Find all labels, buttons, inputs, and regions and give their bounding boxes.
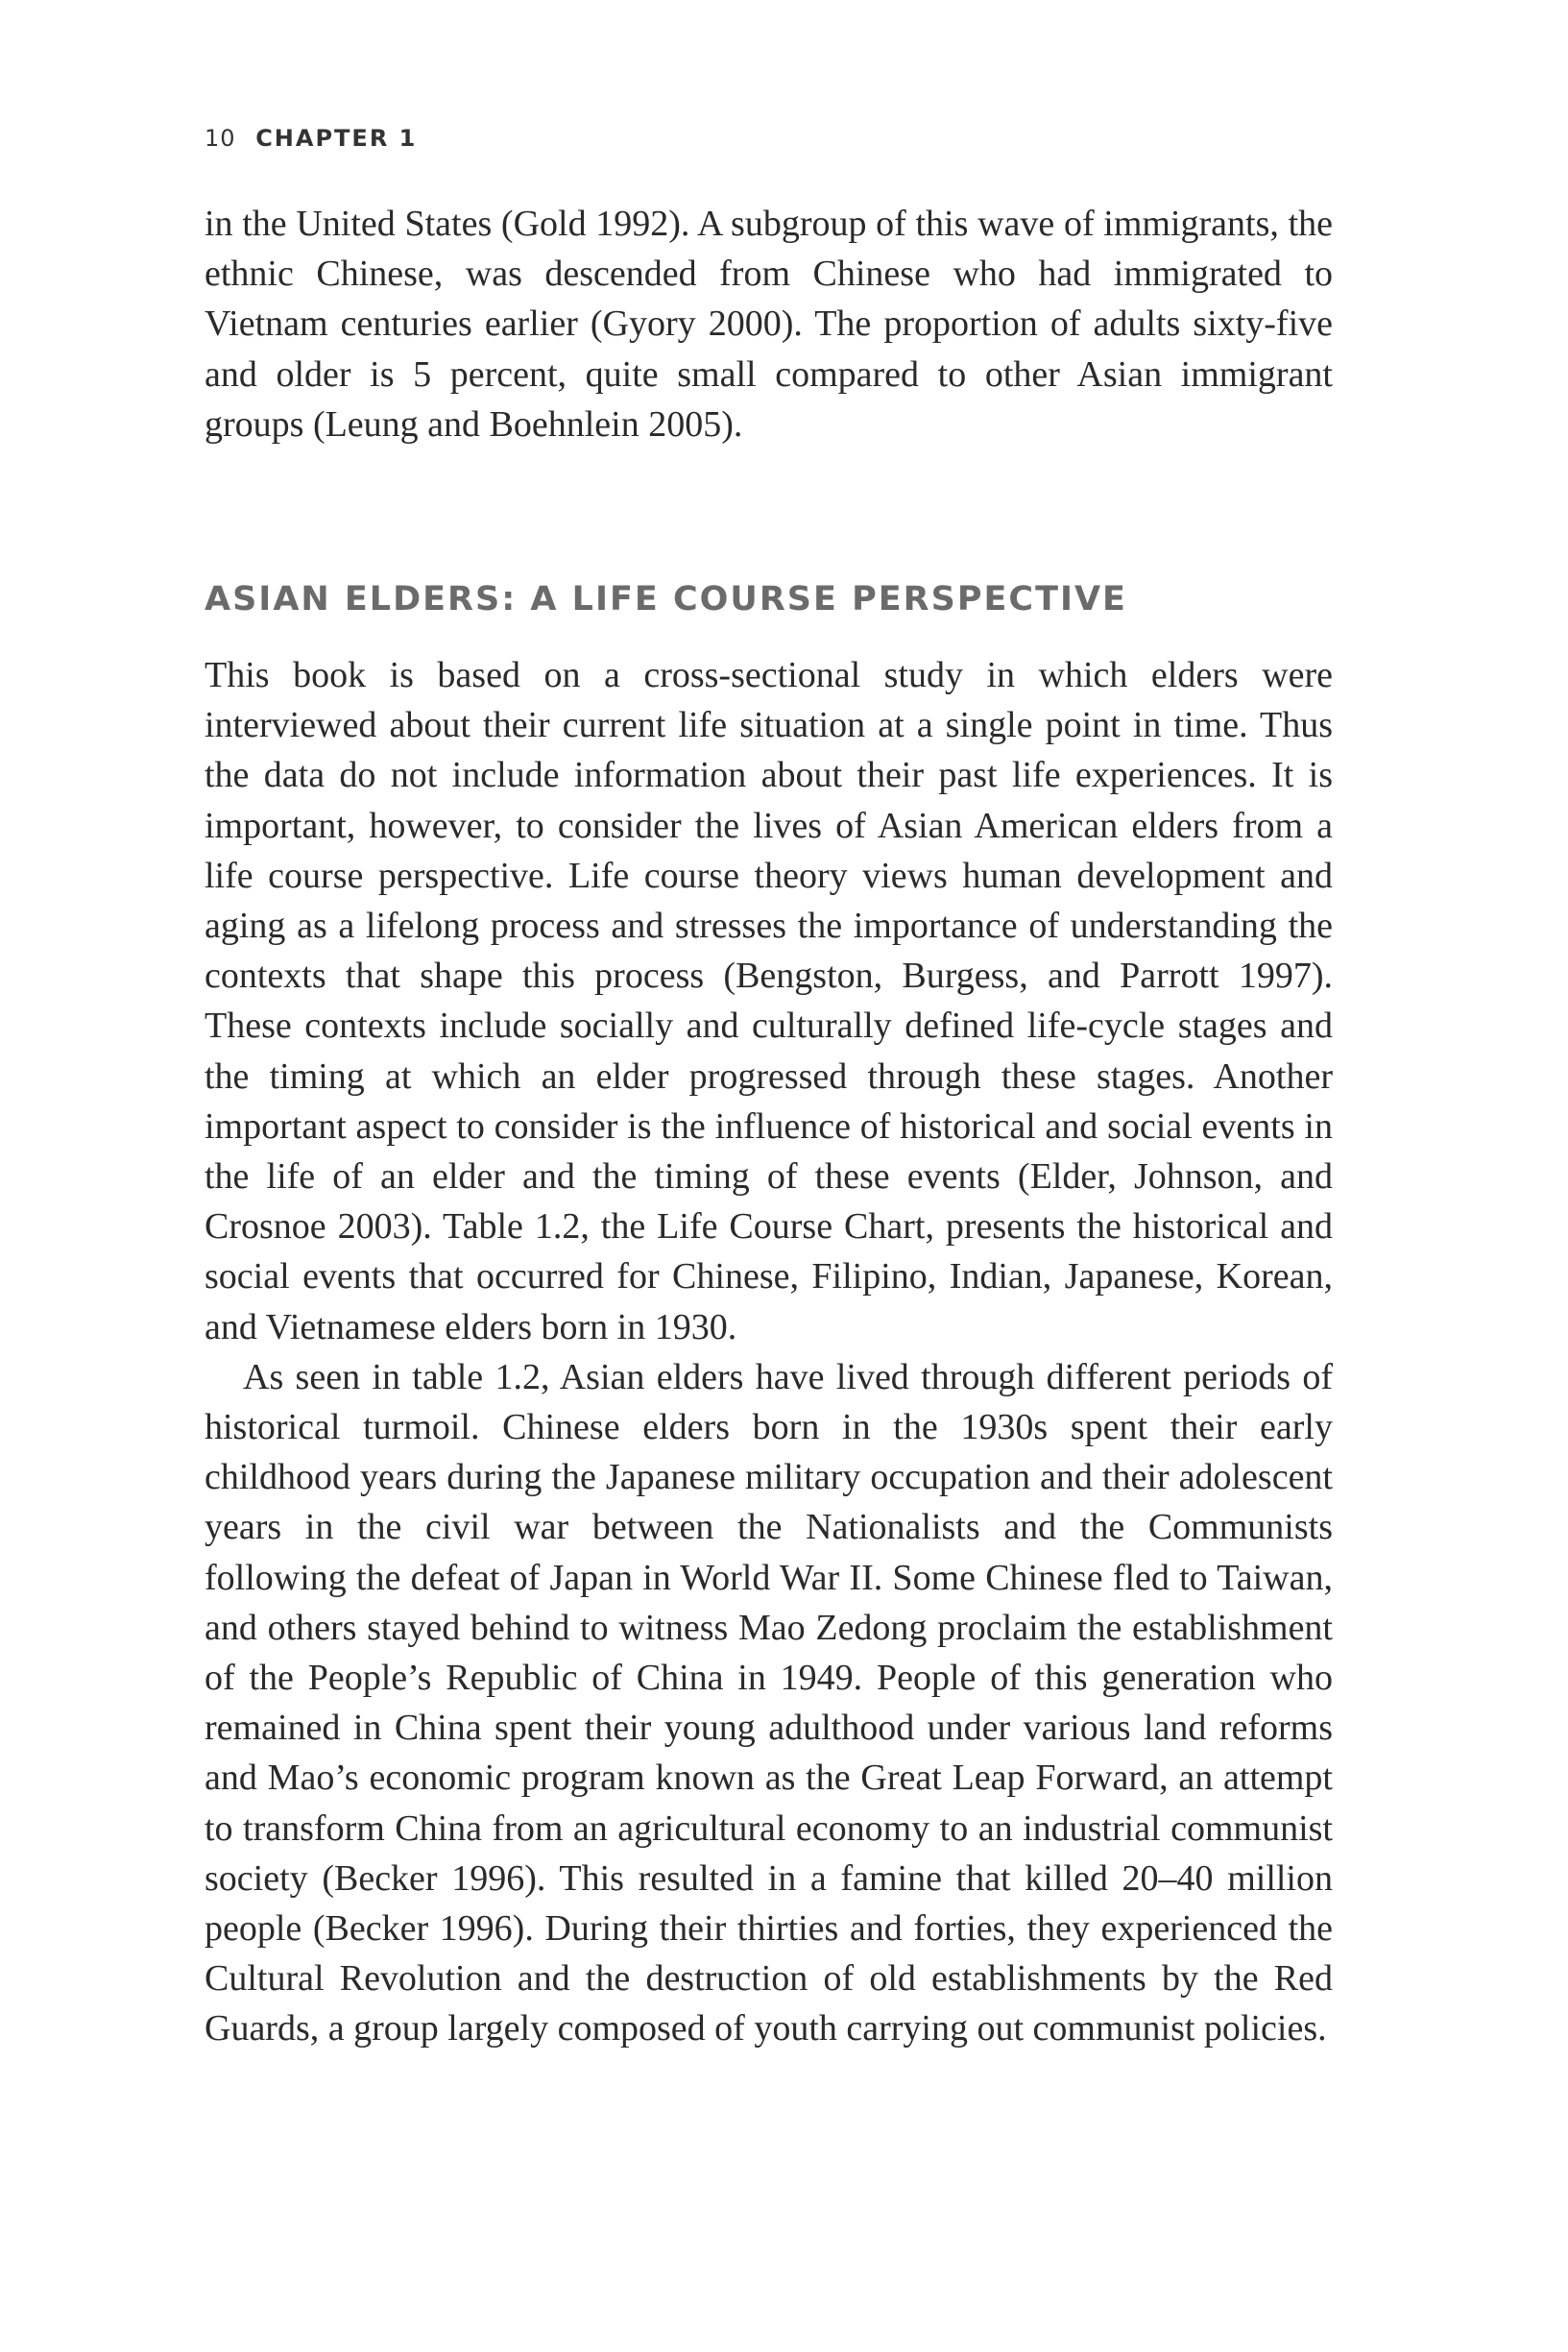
chapter-label: CHAPTER 1 <box>255 125 418 152</box>
running-head <box>205 125 417 152</box>
section-body <box>205 650 1333 2054</box>
opening-text-block <box>205 199 1333 449</box>
paragraph: As seen in table 1.2, Asian elders have lived through different periods of historical turmoil. Chinese elders born in the 1930s spent their early childhood years during the Japanese military occupation and their adolescent years in the civil war between the Nationalists and the Communists following the defeat of Japan in World War II. Some Chinese fled to Taiwan, and others stayed behind to witness Mao Zedong proclaim the establishment of the People’s Republic of China in 1949. People of this generation who remained in China spent their young adulthood under various land reforms and Mao’s economic program known as the Great Leap Forward, an attempt to transform China from an agricultural economy to an industrial communist society (Becker 1996). This resulted in a famine that killed 20–40 million people (Becker 1996). During their thirties and forties, they experienced the Cultural Revolution and the destruction of old establishments by the Red Guards, a group largely composed of youth carrying out communist policies. <box>205 1356 1333 2049</box>
paragraph: This book is based on a cross-sectional study in which elders were interviewed about their current life situation at a single point in time. Thus the data do not include information about their past life experiences. It is important, however, to consider the lives of Asian American elders from a life course perspective. Life course theory views human development and aging as a lifelong process and stresses the importance of understanding the contexts that shape this process (Bengston, Burgess, and Parrott 1997). These contexts include socially and culturally defined life-cycle stages and the timing at which an elder progressed through these stages. Another important aspect to consider is the influence of historical and social events in the life of an elder and the timing of these events (Elder, Johnson, and Crosnoe 2003). Table 1.2, the Life Course Chart, presents the historical and social events that occurred for Chinese, Filipino, Indian, Japanese, Korean, and Vietnamese elders born in 1930. <box>205 655 1333 1347</box>
section-heading: ASIAN ELDERS: A LIFE COURSE PERSPECTIVE <box>205 580 1127 618</box>
paragraph: in the United States (Gold 1992). A subgroup of this wave of immigrants, the ethnic Chinese, was descended from Chinese who had immigrated to Vietnam centuries earlier (Gyory 2000). The proportion of adults sixty-five and older is 5 percent, quite small compared to other Asian immigrant groups (Leung and Boehnlein 2005). <box>205 204 1333 445</box>
page-number: 10 <box>205 125 236 152</box>
